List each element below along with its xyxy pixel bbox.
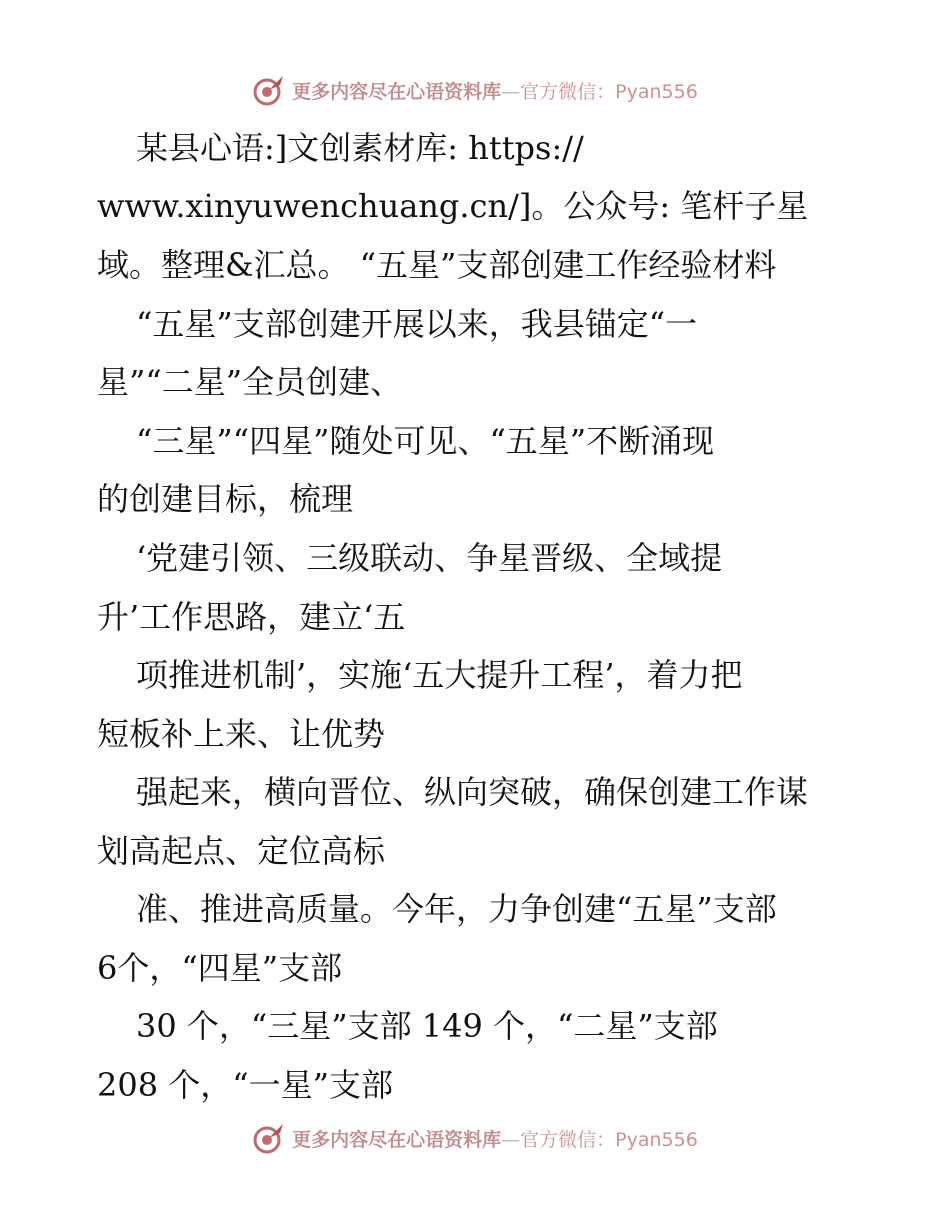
watermark-contact-text: 官方微信：Pyan556 [520, 80, 698, 103]
quill-circle-logo-icon [252, 1121, 286, 1155]
watermark-dash: — [501, 1128, 521, 1151]
body-line: “三星”“四星”随处可见、“五星”不断涌现 [136, 422, 715, 460]
body-line: “五星”支部创建开展以来，我县锚定“一 [136, 305, 698, 343]
body-line: ‘党建引领、三级联动、争星晋级、全域提 [136, 539, 723, 577]
body-line: 短板补上来、让优势 [97, 715, 386, 753]
body-line: 域。整理&汇总。 “五星”支部创建工作经验材料 [97, 246, 777, 284]
body-line: 项推进机制’，实施‘五大提升工程’，着力把 [136, 656, 743, 694]
body-line: 的创建目标，梳理 [97, 480, 354, 518]
body-line: 208 个，“一星”支部 [97, 1066, 393, 1104]
body-line: 准、推进高质量。今年，力争创建“五星”支部 [136, 890, 777, 928]
body-line: 升’工作思路，建立‘五 [97, 598, 406, 636]
body-line: 星”“二星”全员创建、 [97, 363, 403, 401]
watermark-contact-text: 官方微信：Pyan556 [520, 1128, 698, 1151]
body-line: 某县心语:]文创素材库: https:// [136, 129, 584, 167]
body-line: 6个，“四星”支部 [97, 949, 343, 987]
body-line: 划高起点、定位高标 [97, 832, 386, 870]
watermark-main-text: 更多内容尽在心语资料库 [292, 80, 502, 103]
body-line: 强起来，横向晋位、纵向突破，确保创建工作谋 [136, 773, 809, 811]
watermark-footer [0, 1118, 950, 1158]
watermark-dash: — [501, 80, 521, 103]
body-line: www.xinyuwenchuang.cn/]。公众号: 笔杆子星 [97, 187, 809, 225]
watermark-main-text: 更多内容尽在心语资料库 [292, 1128, 502, 1151]
body-line: 30 个，“三星”支部 149 个，“二星”支部 [136, 1007, 718, 1045]
